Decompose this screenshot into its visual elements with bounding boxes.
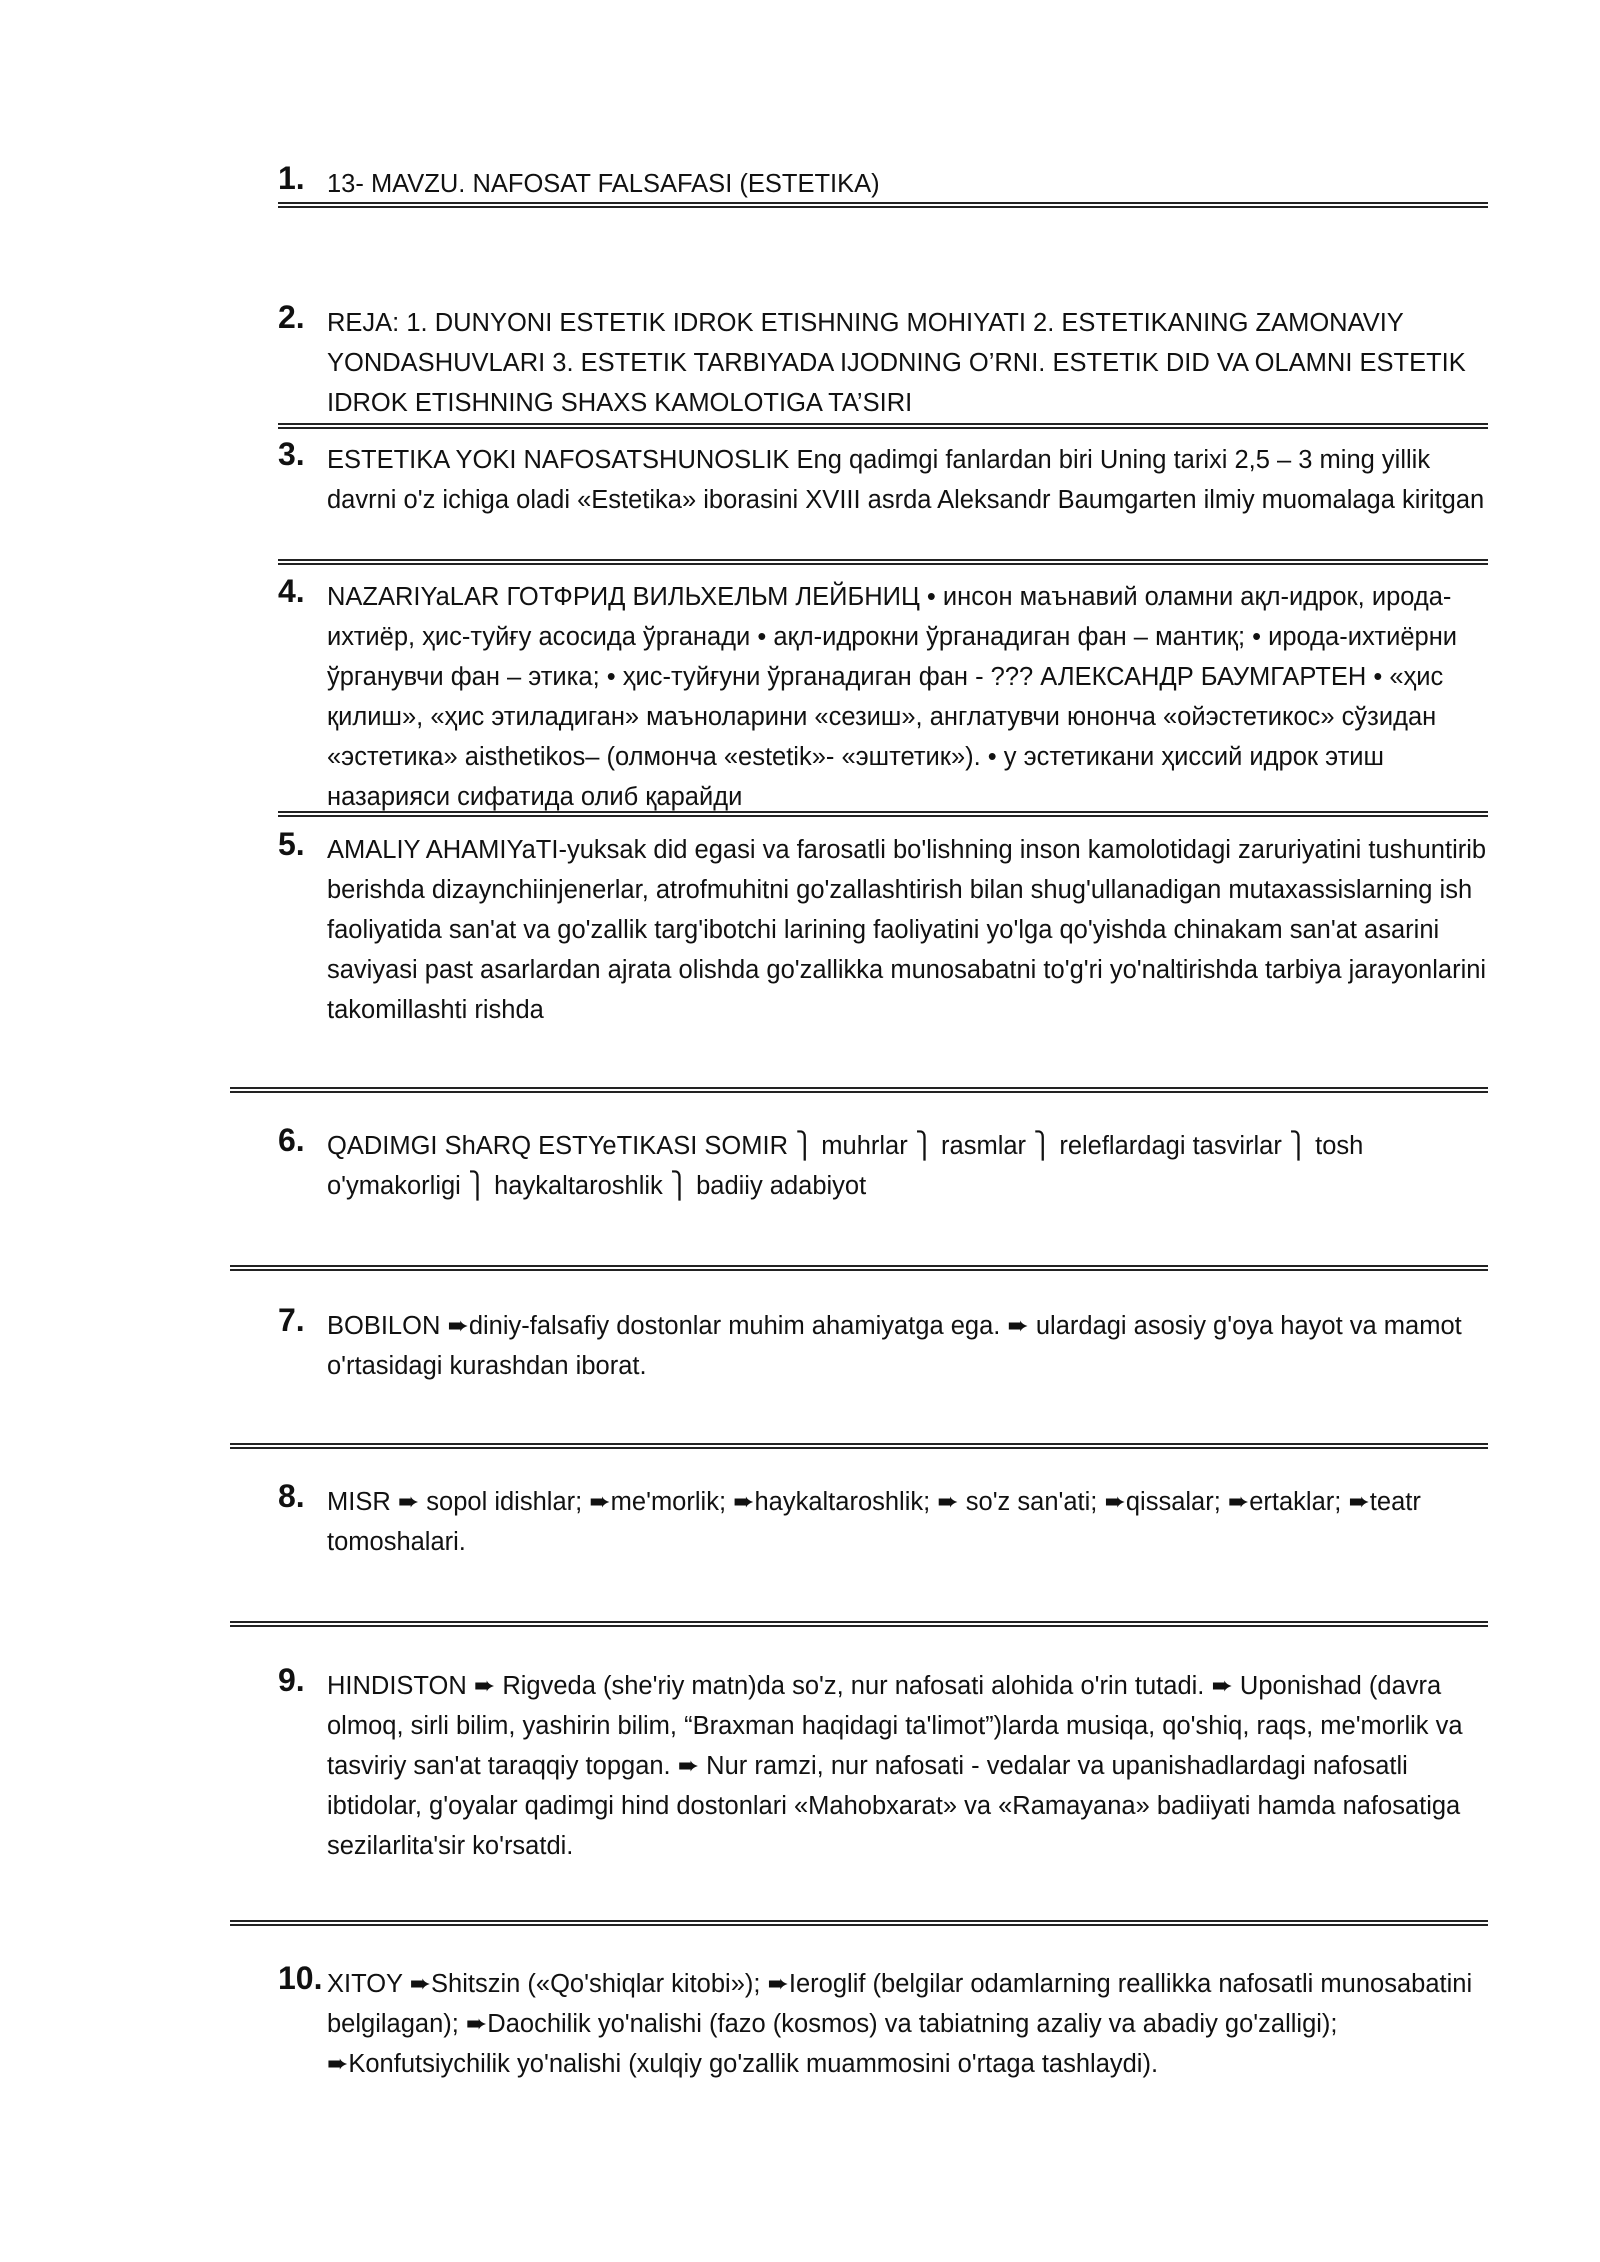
divider	[230, 1920, 1488, 1922]
item-text: 13- MAVZU. NAFOSAT FALSAFASI (ESTETIKA)	[327, 170, 880, 198]
divider	[278, 811, 1488, 813]
divider	[230, 1265, 1488, 1267]
item-text: BOBILON ➨diniy-falsafiy dostonlar muhim ahamiyatga ega. ➨ ulardagi asosiy g'oya hayot va mamot o'rtasidagi kurashdan iborat.	[327, 1312, 1462, 1380]
item-number: 6.	[278, 1122, 305, 1158]
item-text: XITOY ➨Shitszin («Qo'shiqlar kitobi»); ➨Ieroglif (belgilar odamlarning reallikka nafosatli munosabatini belgilagan); ➨Daochilik yo'nalishi (fazo (kosmos) va tabiatning azaliy va abadiy go'zalligi); ➨Konfutsiychilik yo'nalishi (xulqiy go'zallik muammosini o'rtaga tashlaydi).	[327, 1970, 1473, 2078]
item-number: 10.	[278, 1960, 323, 1996]
divider	[230, 1621, 1488, 1623]
item-number: 9.	[278, 1662, 305, 1698]
item-number: 5.	[278, 826, 305, 862]
item-text: MISR ➨ sopol idishlar; ➨me'morlik; ➨haykaltaroshlik; ➨ so'z san'ati; ➨qissalar; ➨ertaklar; ➨teatr tomoshalari.	[327, 1488, 1421, 1556]
item-number: 8.	[278, 1478, 305, 1514]
divider	[278, 202, 1488, 204]
item-text: REJA: 1. DUNYONI ESTETIK IDROK ETISHNING MOHIYATI 2. ESTETIKANING ZAMONAVIY YONDASHUVLARI 3. ESTETIK TARBIYADA IJODNING O’RNI. ESTETIK DID VA OLAMNI ESTETIK IDROK ETISHNING SHAXS KAMOLOTIGA TA’SIRI	[327, 309, 1466, 417]
divider	[278, 559, 1488, 561]
item-number: 2.	[278, 299, 305, 335]
item-number: 7.	[278, 1302, 305, 1338]
divider	[278, 423, 1488, 425]
item-text: QADIMGI ShARQ ESTYeTIKASI SOMIR ⎫ muhrlar ⎫ rasmlar ⎫ releflardagi tasvirlar ⎫ tosh o'ymakorligi ⎫ haykaltaroshlik ⎫ badiiy adabiyot	[327, 1132, 1364, 1200]
item-text: HINDISTON ➨ Rigveda (she'riy matn)da so'z, nur nafosati alohida o'rin tutadi. ➨ Uponishad (davra olmoq, sirli bilim, yashirin bilim, “Braxman haqidagi ta'limot”)larda musiqa, qo'shiq, raqs, me'morlik va tasviriy san'at taraqqiy topgan. ➨ Nur ramzi, nur nafosati - vedalar va upanishadlardagi nafosatli ibtidolar, g'oyalar qadimgi hind dostonlari «Mahobxarat» va «Ramayana» badiiyati hamda nafosatiga sezilarlita'sir ko'rsatdi.	[327, 1672, 1463, 1860]
item-text: NAZARIYaLAR ГОТФРИД ВИЛЬХЕЛЬМ ЛЕЙБНИЦ • инсон маънавий оламни ақл-идрок, ирода-ихтиёр, ҳис-туйғу асосида ўрганади • ақл-идрокни ўрганадиган фан – мантиқ; • ирода-ихтиёрни ўрганувчи фан – этика; • ҳис-туйғуни ўрганадиган фан - ??? АЛЕКСАНДР БАУМГАРТЕН • «ҳис қилиш», «ҳис этиладиган» маъноларини «сезиш», англатувчи юнонча «ойэстетикос» сўзидан «эстетика» aisthetikos– (олмонча «estetik»- «эштетик»). • у эстетикани ҳиссий идрок этиш назарияси сифатида олиб қарайди	[327, 583, 1458, 811]
divider	[230, 1087, 1488, 1089]
divider	[230, 1443, 1488, 1445]
item-text: AMALIY AHAMIYaTI-yuksak did egasi va farosatli bo'lishning inson kamolotidagi zaruriyatini tushuntirib berishda dizaynchiinjenerlar, atrofmuhitni go'zallashtirish bilan shug'ullanadigan mutaxassislarning ish faoliyatida san'at va go'zallik targ'ibotchi larining faoliyatini yo'lga qo'yishda chinakam san'at asarini saviyasi past asarlardan ajrata olishda go'zallikka munosabatni to'g'ri yo'naltirishda tarbiya jarayonlarini takomillashti rishda	[327, 836, 1487, 1024]
item-number: 3.	[278, 436, 305, 472]
item-number: 4.	[278, 573, 305, 609]
item-text: ESTETIKA YOKI NAFOSATSHUNOSLIK Eng qadimgi fanlardan biri Uning tarixi 2,5 – 3 ming yillik davrni o'z ichiga oladi «Estetika» iborasini XVIII asrda Aleksandr Baumgarten ilmiy muomalaga kiritgan	[327, 446, 1485, 514]
item-number: 1.	[278, 160, 305, 196]
